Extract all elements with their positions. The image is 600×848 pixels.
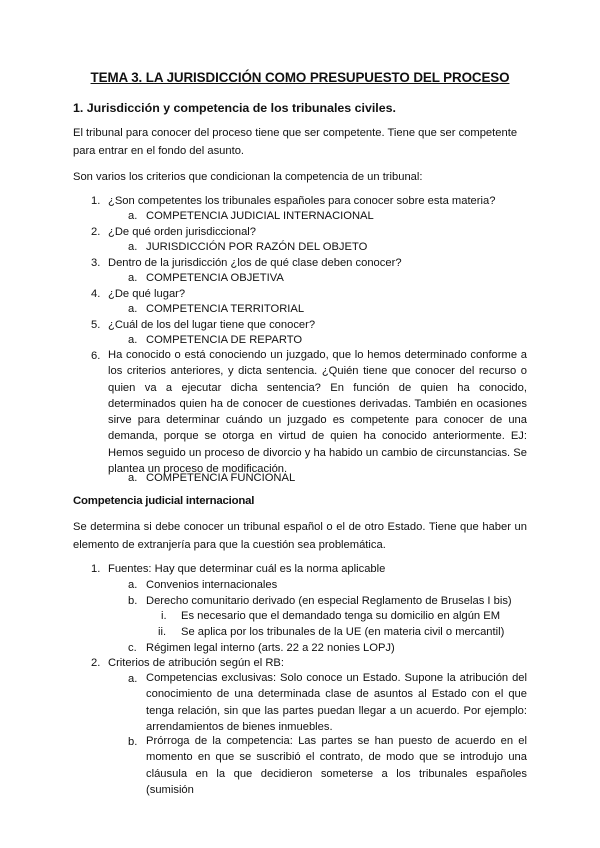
sub-text: COMPETENCIA OBJETIVA — [146, 272, 284, 284]
list-number: 1. — [91, 563, 101, 575]
list-subsub-item — [0, 608, 600, 624]
sub-text-long: Competencias exclusivas: Solo conoce un Estado. Supone la atribución del conocimiento de una determinada clase de asuntos al Estado con el que tenga relación, sin que las partes puedan llegar a un acuerdo. Por ejemplo: arrendamientos de bienes inmuebles. — [146, 672, 527, 733]
list-number: 3. — [91, 257, 101, 269]
list-number: 4. — [91, 288, 101, 300]
list-text: ¿Son competentes los tribunales españoles para conocer sobre esta materia? — [108, 195, 496, 207]
sub-text-long: Prórroga de la competencia: Las partes se han puesto de acuerdo en el momento en que se suscribió el contrato, de modo que se introdujo una cláusula en la que decidieron someterse a los tribunales españoles (sumisión — [146, 735, 527, 796]
paragraph-intro: El tribunal para conocer del proceso tiene que ser competente. Tiene que ser competente para entrar en el fondo del asunto. — [73, 127, 518, 157]
section-heading-competencia: Competencia judicial internacional — [73, 495, 255, 507]
list-number: 1. — [91, 195, 101, 207]
list-item — [0, 286, 600, 302]
list-sub-item — [0, 332, 600, 348]
paragraph-criterios: Son varios los criterios que condicionan la competencia de un tribunal: — [73, 171, 423, 183]
sub-marker: a. — [128, 673, 138, 685]
list-sub-item — [0, 270, 600, 286]
list-sub-item — [0, 577, 600, 593]
list-sub-item — [0, 301, 600, 317]
sub-marker: a. — [128, 579, 138, 591]
sub-marker: c. — [128, 642, 137, 654]
subsub-marker: ii. — [158, 626, 167, 638]
sub-marker: a. — [128, 303, 138, 315]
sub-marker: a. — [128, 334, 138, 346]
paragraph-competencia: Se determina si debe conocer un tribunal español o el de otro Estado. Tiene que haber un elemento de extranjería para que la cuestión sea problemática. — [73, 521, 527, 551]
sub-marker: b. — [128, 595, 138, 607]
sub-text: Convenios internacionales — [146, 579, 278, 591]
subsub-text: Es necesario que el demandado tenga su domicilio en algún EM — [181, 610, 501, 622]
list-text: Dentro de la jurisdicción ¿los de qué clase deben conocer? — [108, 257, 402, 269]
list-item — [0, 224, 600, 240]
subsub-marker: i. — [161, 610, 167, 622]
list-number: 5. — [91, 319, 101, 331]
sub-marker: b. — [128, 736, 138, 748]
sub-text: COMPETENCIA JUDICIAL INTERNACIONAL — [146, 210, 374, 222]
list-sub-item — [0, 470, 600, 486]
sub-text: JURISDICCIÓN POR RAZÓN DEL OBJETO — [146, 241, 368, 253]
list-number: 2. — [91, 657, 101, 669]
list-item — [0, 317, 600, 333]
list-item — [0, 255, 600, 271]
section-heading-jurisdiccion: 1. Jurisdicción y competencia de los tribunales civiles. — [73, 101, 396, 115]
list-number: 6. — [91, 350, 101, 362]
sub-marker: a. — [128, 241, 138, 253]
list-number: 2. — [91, 226, 101, 238]
sub-marker: a. — [128, 210, 138, 222]
subsub-text: Se aplica por los tribunales de la UE (en materia civil o mercantil) — [181, 626, 505, 638]
sub-text: COMPETENCIA TERRITORIAL — [146, 303, 305, 315]
list-sub-item — [0, 208, 600, 224]
list-text: Criterios de atribución según el RB: — [108, 657, 284, 669]
list-item — [0, 193, 600, 209]
list-text: ¿De qué lugar? — [108, 288, 186, 300]
list-subsub-item — [0, 624, 600, 640]
list-sub-item — [0, 640, 600, 656]
list-text: Fuentes: Hay que determinar cuál es la norma aplicable — [108, 563, 386, 575]
list-text-long: Ha conocido o está conociendo un juzgado, que lo hemos determinado conforme a los criterios anteriores, y dicta sentencia. ¿Quién tiene que conocer del recurso o quien va a ejecutar dicha sentencia? En función de quien ha conocido, determinados quien ha de conocer de cuestiones derivadas. También en ocasiones sirve para determinar cuándo un juzgado es competente para conocer de una demanda, porque se otorga en virtud de quien ha conocido anteriormente. EJ: Hemos seguido un proceso de divorcio y ha habido un cambio de circunstancias. Se plantea un proceso de modificación. — [108, 349, 527, 476]
sub-marker: a. — [128, 272, 138, 284]
list-sub-item — [0, 239, 600, 255]
list-text: ¿Cuál de los del lugar tiene que conocer? — [108, 319, 316, 331]
list-item — [0, 655, 600, 671]
list-text: ¿De qué orden jurisdiccional? — [108, 226, 257, 238]
sub-text: Régimen legal interno (arts. 22 a 22 nonies LOPJ) — [146, 642, 395, 654]
document-title: TEMA 3. LA JURISDICCIÓN COMO PRESUPUESTO DEL PROCESO — [90, 70, 510, 85]
sub-marker: a. — [128, 472, 138, 484]
sub-text: COMPETENCIA FUNCIONAL — [146, 472, 296, 484]
list-sub-item — [0, 593, 600, 609]
sub-text: Derecho comunitario derivado (en especial Reglamento de Bruselas I bis) — [146, 595, 512, 607]
sub-text: COMPETENCIA DE REPARTO — [146, 334, 303, 346]
list-item — [0, 561, 600, 577]
